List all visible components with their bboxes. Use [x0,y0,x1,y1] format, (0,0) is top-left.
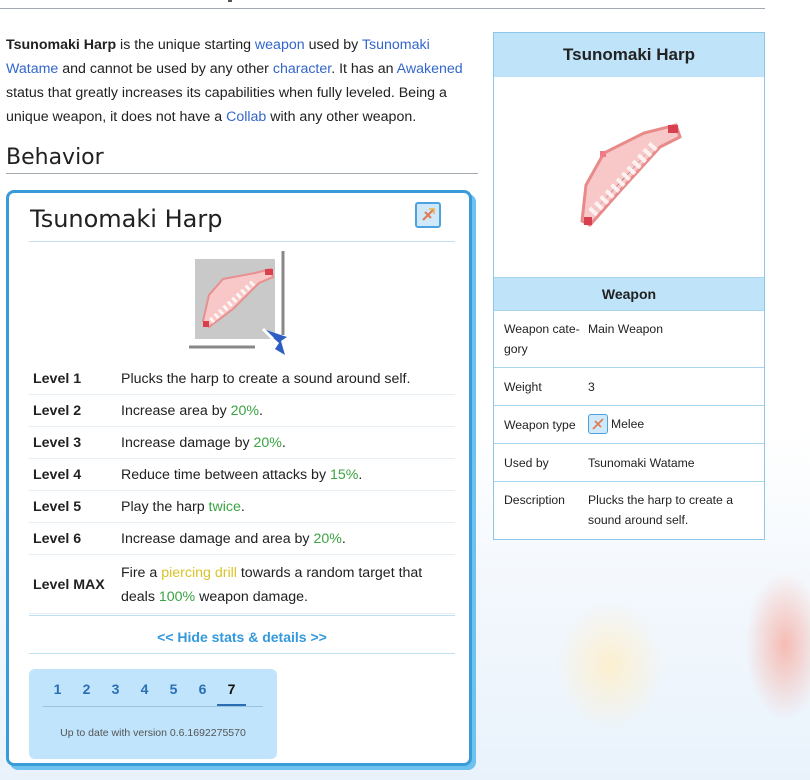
character-link[interactable]: character [272,61,332,77]
level-row [29,523,455,555]
tabs-underline [43,706,263,707]
section-divider [0,8,765,9]
background-art [555,600,665,730]
version-tab-3[interactable]: 3 [111,681,120,697]
level-row [29,459,455,491]
version-tab-7[interactable]: 7 [217,681,246,706]
infobox-row-used-by: Used by Tsunomaki Watame [494,444,764,482]
weapon-link[interactable]: weapon [254,37,305,53]
level-row [29,555,455,614]
infobox-row-weight: Weight 3 [494,368,764,406]
infobox-section-header: Weapon [494,277,764,311]
harp-icon [564,113,694,243]
level-label: Level 3 [29,427,117,459]
version-tab-2[interactable]: 2 [82,681,91,697]
level-label: Level 5 [29,491,117,523]
level-label: Level 4 [29,459,117,491]
level-table [29,363,455,614]
melee-icon[interactable] [588,414,608,434]
heading-fragment [228,0,232,2]
background-art [745,570,810,720]
infobox [493,32,765,540]
infobox-title: Tsunomaki Harp [494,33,764,77]
intro-title: Tsunomaki Harp [6,37,117,53]
level-row [29,363,455,395]
collab-link[interactable]: Collab [226,109,267,125]
divider [29,653,455,654]
melee-link[interactable]: Melee [611,417,645,431]
level-description: Increase area by 20%. [117,395,455,427]
level-description: Plucks the harp to create a sound around self. [117,363,455,395]
level-label: Level 2 [29,395,117,427]
version-tab-4[interactable]: 4 [140,681,149,697]
level-row [29,395,455,427]
infobox-row-weapon-type: Weapon type Melee [494,406,764,444]
version-tabs [43,681,246,706]
version-tab-6[interactable]: 6 [198,681,207,697]
level-description: Fire a piercing drill towards a random target that deals 100% weapon damage. [117,555,455,614]
infobox-row-category: Weapon cate- gory Main Weapon [494,310,764,368]
level-row [29,491,455,523]
level-description: Play the harp twice. [117,491,455,523]
melee-icon[interactable] [415,202,441,228]
level-label: Level 1 [29,363,117,395]
level-row [29,427,455,459]
version-tab-5[interactable]: 5 [169,681,178,697]
level-label: Level 6 [29,523,117,555]
level-description: Reduce time between attacks by 15%. [117,459,455,491]
intro-paragraph: Tsunomaki Harp is the unique starting weapon used by Tsunomaki Watame and cannot be used by any other character. It has an Awakened status that greatly increases its capabilities when fully leveled. Being a unique weapon, it does not have a Collab with any other weapon. [6,37,463,125]
divider [29,615,455,616]
harp-icon [189,251,299,361]
version-tab-1[interactable]: 1 [53,681,62,697]
level-description: Increase damage by 20%. [117,427,455,459]
owner-link[interactable]: Tsunomaki Watame [6,37,430,77]
version-note: Up to date with version 0.6.1692275570 [60,727,246,739]
behavior-heading: Behavior [6,145,478,174]
hide-stats-toggle[interactable]: << Hide stats & details >> [157,629,327,645]
divider [29,241,455,242]
weapon-card [6,190,472,766]
infobox-row-description: Description Plucks the harp to create a sound around self. [504,493,733,527]
version-tabs-panel [29,669,277,759]
level-description: Increase damage and area by 20%. [117,523,455,555]
awakened-link[interactable]: Awakened [396,61,463,77]
card-title: Tsunomaki Harp [30,205,223,233]
level-label: Level MAX [29,555,117,614]
